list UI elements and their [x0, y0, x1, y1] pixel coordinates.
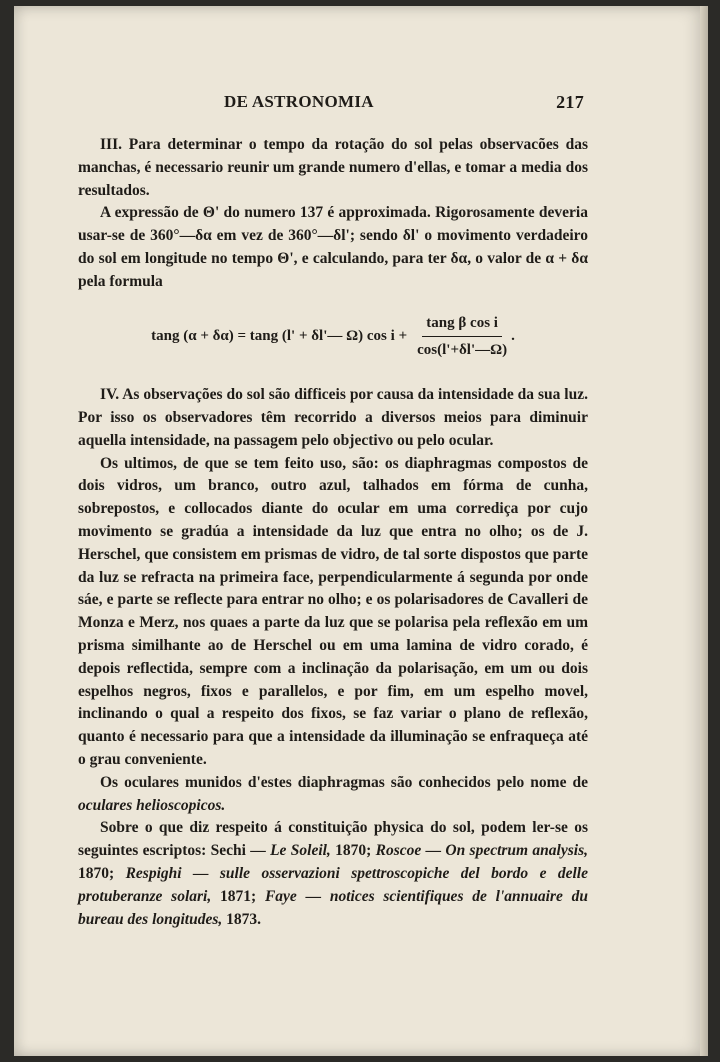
ref-roscoe-year: 1870;: [78, 864, 126, 882]
ref-respighi: Respighi — sulle osservazioni spettroscopiche del bordo e delle protuberanze solari,: [78, 864, 588, 905]
ref-faye: Faye — notices scientifiques de l'annuaire du bureau des longitudes,: [78, 887, 588, 928]
paragraph-III-text: Para determinar o tempo da rotação do sol pelas observacões das manchas, é necessario reunir um grande numero d'ellas, e tomar a media dos resultados.: [78, 136, 589, 199]
page-edge-shadow: [700, 6, 708, 1056]
page-number: 217: [556, 92, 584, 112]
body-text: [78, 134, 588, 931]
ref-sechi-year: 1870;: [330, 842, 376, 860]
paragraph-diaphragms: Os ultimos, de que se tem feito uso, são: os diaphragmas compostos de dois vidros, um branco, outro azul, talhados em fórma de cunha, sobrepostos, e collocados diante do ocular em uma corrediça por cujo movimento se gradúa a intensidade da luz que entra no olho; os de J. Herschel, que consistem em prismas de vidro, de tal sorte dispostos que parte da luz se refracta na primeira face, perpendicularmente á segunda por onde sáe, e parte se reflecte para entrar no olho; e os polarisadores de Cavalleri de Monza e Merz, nos quaes a parte da luz que se polarisa pela reflexão em um prisma similhante ao de Herschel ou em uma lamina de vidro corado, é depois reflectida, sempre com a inclinação da polarisação, em um ou dois espelhos negros, fixos e parallelos, e por fim, em um espelho movel, inclinando o qual a respeito dos fixos, se faz variar o plano de reflexão, quanto é necessario para que a intensidade da illuminação se enfraqueça até o grau conveniente.: [78, 454, 588, 768]
paragraph-expression: A expressão de Θ' do numero 137 é approximada. Rigorosamente deveria usar-se de 360°—δα em vez de 360°—δl'; sendo δl' o movimento verdadeiro do sol em longitude no tempo Θ', e calculando, para ter δα, o valor de α + δα pela formula: [78, 204, 588, 290]
ref-faye-year: 1873.: [222, 910, 262, 928]
formula-numerator: tang β cos i: [422, 312, 502, 338]
oculares-text: Os oculares munidos d'estes diaphragmas são conhecidos pelo nome de: [100, 773, 588, 791]
formula-left: tang (α + δα) = tang (l' + δl'— Ω) cos i +: [151, 328, 408, 345]
paragraph-IV: [78, 384, 588, 452]
ref-sechi-title: Le Soleil,: [270, 842, 331, 860]
section-label-III: III.: [100, 136, 122, 153]
paragraph-oculares: [78, 772, 588, 818]
section-label-IV: IV.: [100, 386, 120, 404]
formula-fraction: [413, 312, 511, 363]
running-title: DE ASTRONOMIA: [224, 92, 374, 111]
formula: [78, 312, 588, 363]
ref-intro: Sobre o que diz respeito á constituição physica do sol, podem ler-se os seguintes escriptos: Sechi —: [78, 819, 588, 860]
paragraph-IV-text: As observações do sol são difficeis por causa da intensidade da sua luz. Por isso os observadores têm recorrido a diversos meios para diminuir aquella intensidade, na passagem pelo objectivo ou pelo ocular.: [78, 386, 588, 449]
formula-end: .: [511, 328, 515, 345]
book-page: [14, 6, 708, 1056]
oculares-term: oculares helioscopicos.: [78, 796, 226, 814]
ref-respighi-year: 1871;: [211, 887, 265, 905]
ref-roscoe: Roscoe — On spectrum analysis,: [375, 842, 588, 860]
paragraph-references: [78, 817, 588, 931]
paragraph-III: [78, 134, 588, 202]
formula-denominator: cos(l'+δl'—Ω): [417, 342, 508, 359]
